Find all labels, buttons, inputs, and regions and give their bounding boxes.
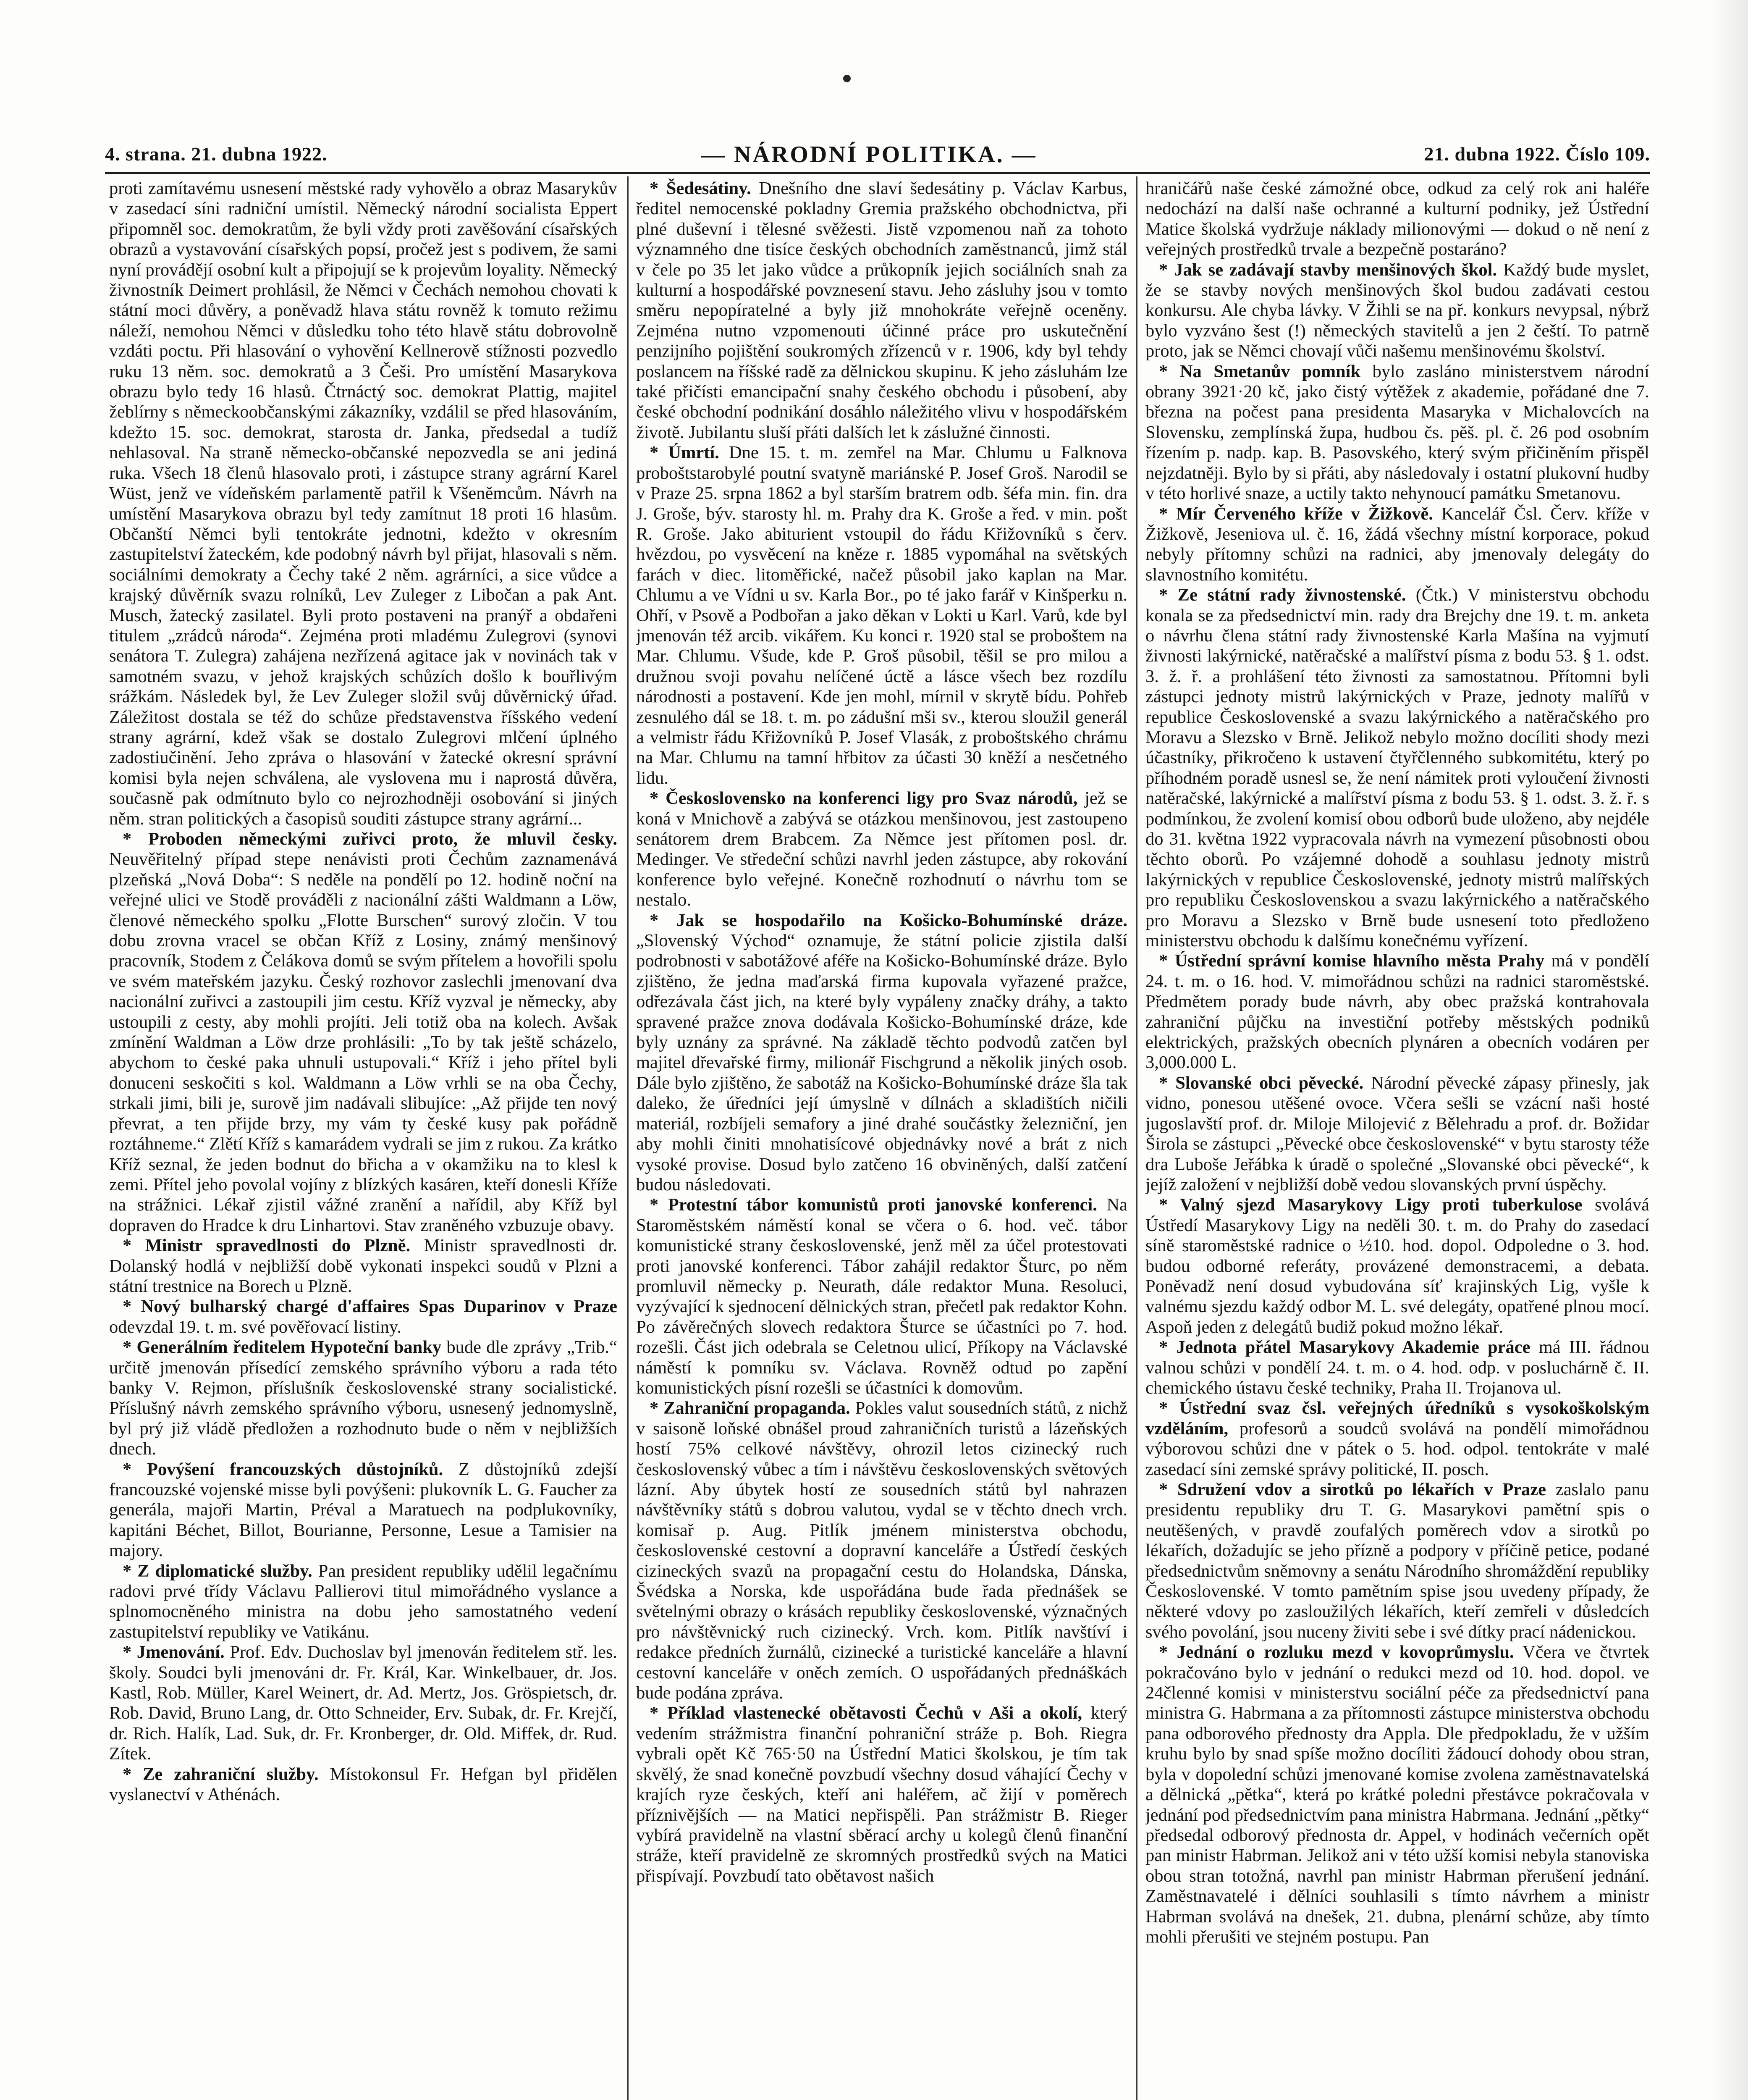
article [636,1195,1127,1398]
article-body: Pan president republiky udělil legačnímu radovi prvé třídy Václavu Pallierovi titul mimořádného vyslance a splnomocněného ministra na dobu jeho samostatného vedení zastupitelství republiky ve Vatikánu. [109,1561,617,1642]
article-body: profesorů a soudců svolává na pondělí mimořádnou výborovou schůzi dne v pátek o 5. hod. odpol. tentokráte v malé zasedací síni zemské správy politické, II. posch. [1145,1418,1649,1479]
article [109,178,617,829]
article-headline: * Slovanské obci pěvecké. [1159,1073,1364,1093]
article-body: který vedením strážmistra finanční pohraniční stráže p. Boh. Riegra vybrali opět Kč 765·50 na Ústřední Matici školskou, je tím tak skvělý, že snad konečně povzbudí všechny dosud váhající Čechy v krajích ryze českých, kteří ani haléřem, ač žijí v poměrech příznivějších — na Matici nepřispěli. Pan strážmistr B. Rieger vybírá pravidelně na vlastní sběrací archy u kolegů členů finanční stráže, kteří pravidelně ze skromných prostředků svých na Matici přispívají. Povzbudí tato obětavost našich [636,1703,1127,1886]
article-body: „Slovenský Východ“ oznamuje, že státní policie zjistila další podrobnosti v sabotážové aféře na Košicko-Bohumínské dráze. Bylo zjištěno, že jedna maďarská firma kupovala vyřazené pražce, odřezávala část jich, na které byly vypáleny značky dráhy, a takto spravené pražce znova dodávala Košicko-Bohumínské dráze, kde byly uznány za správné. Na základě těchto podvodů zatčen byl majitel dřevařské firmy, milionář Fischgrund a několik jiných osob. Dále bylo zjištěno, že sabotáž na Košicko-Bohumínské dráze šla tak daleko, že úředníci její úmyslně v dílnách a skladištích ničili materiál, rozbíjeli semafory a jiné drahé součástky železniční, jen aby mohli činiti mnohatisícové objednávky nové a brát z nich vysoké provise. Dosud bylo zatčeno 16 obviněných, další zatčení budou následovati. [636,931,1127,1194]
article [109,1764,617,1805]
article-body: odevzdal 19. t. m. své pověřovací listiny. [109,1317,401,1337]
article-body: proti zamítavému usnesení městské rady vyhovělo a obraz Masarykův v zasedací síni radniční umístil. Německý národní socialista Eppert připomněl soc. demokratům, že byli vždy proti zavěšování císařských obrazů a vystavování císařských popsí, pročež jest s podivem, že sami nyní provádějí osobní kult a připojují se k projevům loyality. Německý živnostník Deimert prohlásil, že Němci v Čechách nemohou chovati k státní moci důvěry, a poněvadž hlava státu rovněž k tomuto režimu náleží, nemohou Němci v důsledku toho této hlavě státu dobrovolně vzdáti poctu. Při hlasování o vyhovění Kellnerově stížnosti pozvedlo ruku 13 něm. soc. demokratů a 3 Češi. Pro umístění Masarykova obrazu bylo tedy 16 hlasů. Čtrnáctý soc. demokrat Plattig, majitel žeblírny s německoobčanskými zákazníky, vzdálil se před hlasováním, kdežto 15. soc. demokrat, starosta dr. Janka, předsedal a tudíž nehlasoval. Na straně německo-občanské nepozvedla se ani jediná ruka. Všech 18 členů hlasovalo proti, i zástupce strany agrární Karel Wüst, jenž ve vídeňském parlamentě patřil k Všeněmcům. Návrh na umístění Masarykova obrazu byl tedy zamítnut 18 proti 16 hlasům. Občanští Němci byli tentokráte jednotni, kdežto v okresním zastupitelství žateckém, kde podobný návrh byl přijat, hlasovali s něm. sociálními demokraty a Čechy také 2 něm. agrárníci, a sice vůdce a krajský důvěrník svazu rolníků, Lev Zuleger z Libočan a pak Ant. Musch, žatecký zasilatel. Byli proto postaveni na pranýř a obdařeni titulem „zrádců národa“. Zejména proti mladému Zulegrovi (synovi senátora T. Zulegra) zahájena nezřízená agitace jak v novinách tak v samotném svazu, v jehož krajských schůzích došlo k bouřlivým srážkám. Následek byl, že Lev Zuleger složil svůj důvěrnický úřad. Záležitost dostala se též do schůze představenstva říšského vedení strany agrární, kdež však se dostalo Zulegrovi mlčení úplného zadostiučinění. Jeho zpráva o hlasování v žatecké okresní správní komisi byla nejen schválena, ale vyslovena mu i naprostá důvěra, současně pak odmítnuto bylo co nejrozhodněji osobování si jiných něm. stran politických a časopisů souditi zástupce strany agrární... [109,178,617,829]
article-headline: * Příklad vlastenecké obětavosti Čechů v Aši a okolí, [650,1703,1082,1723]
article-body: jež se koná v Mnichově a zabývá se otázkou menšinovou, jest zastoupeno senátorem drem Brabcem. Za Němce jest přítomen posl. dr. Medinger. Ve středeční schůzi navrhl jeden zástupce, aby rokování konference bylo veřejné. Konečně rozhodnutí o návrhu tom se nestalo. [636,788,1127,910]
article-headline: * Jmenování. [123,1642,225,1662]
article-headline: * Ministr spravedlnosti do Plzně. [123,1236,411,1256]
article [1145,1337,1649,1398]
article-headline: * Ústřední správní komise hlavního města Prahy [1159,951,1545,971]
article [109,829,617,1236]
page-header [105,143,1650,172]
article-body: Neuvěřitelný případ stepe nenávisti proti Čechům zaznamenává plzeňská „Nová Doba“: S neděle na pondělí po 12. hodině noční na veřejné ulici ve Stodě prováděli z nacionální zášti Waldmann a Löw, členové německého spolku „Flotte Burschen“ surový zločin. V tou dobu zrovna vracel se občan Kříž z Losiny, známý menšinový pracovník, Stodem z Čelákova domů se svým přítelem a hovořili spolu ve svém mateřském jazyku. Český rozhovor zaslechli jmenovaní dva nacionální zuřivci a zastoupili jim cestu. Kříž vyzval je německy, aby ustoupili z cesty, aby mohli projíti. Jeli totiž oba na kolech. Avšak zmínění Waldman a Löw drze prohlásili: „To by tak ještě scházelo, abychom to české paka uhnuli ustupovali.“ Kříž i jeho přítel byli donuceni seskočiti s kol. Waldmann a Löw vrhli se na oba Čechy, strkali jimi, bili je, surově jim nadávali slibujíce: „Až přijde ten nový převrat, a ten přijde brzy, my vám ty české kusy pak pořádně roztáhneme.“ Zlětí Kříž s kamarádem vydrali se jim z rukou. Za krátko Kříž seznal, že jeden bodnut do břicha a v okamžiku na to klesl k zemi. Přítel jeho povolal vojíny z blízkých kasáren, kteří donesli Kříže na strážnici. Lékař zjistil vážné zranění a nařídil, aby Kříž byl dopraven do Hradce k dru Linhartovi. Stav zraněného vzbuzuje obavy. [109,849,617,1235]
article-body: Každý bude myslet, že se stavby nových menšinových škol budou zadávati cestou konkursu. Ale chyba lávky. V Žihli se na př. konkurs nevypsal, nýbrž bylo vyzváno šest (!) německých stavitelů a jen 2 čeští. To patrně proto, jak se Němci chovají vůči našemu menšinovému školství. [1145,260,1649,361]
article-headline: * Proboden německými zuřivci proto, že mluvil česky. [123,829,617,849]
article [1145,178,1649,260]
article-body: Místokonsul Fr. Hefgan byl přidělen vyslanectví v Athénách. [109,1764,617,1805]
article [636,1703,1127,1886]
article-headline: * Ústřední svaz čsl. veřejných úředníků s vysokoškolským vzděláním, [1145,1398,1649,1438]
article-headline: * Nový bulharský chargé d'affaires Spas Duparinov v Praze [123,1297,617,1317]
article-headline: * Z diplomatické služby. [123,1561,312,1581]
article-body: svolává Ústředí Masarykovy Ligy na neděli 30. t. m. do Prahy do zasedací síně staroměstské radnice o ½10. hod. dopol. Odpoledne o 3. hod. budou odborné referáty, provázené demonstracemi, a debata. Poněvadž není dosud vybudována síť krajinských Lig, vyšle k valnému sjezdu každý odbor M. L. své delegáty, opatřené plnou mocí. Aspoň jeden z delegátů budiž pokud možno lékař. [1145,1195,1649,1337]
article-body: Pokles valut sousedních států, z nichž v saisoně loňské obnášel proud zahraničních turistů a lázeňských hostí 75% celkové návštěvy, ohrozil letos cizinecký ruch československý vůbec a tím i návštěvu československých světových lázní. Aby úbytek hostí ze sousedních států byl nahrazen návštěvníky států s dobrou valutou, vydal se v těchto dnech vrch. komisař p. Aug. Pitlík jménem ministerstva obchodu, československé cestovní a dopravní kanceláře a Ústředí českých cizineckých svazů na propagační cestu do Holandska, Dánska, Švédska a Norska, kde uspořádána bude řada přednášek se světelnými obrazy o krásách republiky československé, význačných pro návštěvnický ruch cizinecký. Vrch. kom. Pitlík navštíví i redakce předních žurnálů, cizinecké a turistické kanceláře a hlavní cestovní kanceláře v oněch zemích. O uspořádaných přednáškách bude podána zpráva. [636,1398,1127,1703]
article-body: zaslalo panu presidentu republiky dru T. G. Masarykovi pamětní spis o neutěšených, v pravdě zoufalých poměrech vdov a sirotků po lékařích, dožadujíc se jeho přízně a podpory v příčině petice, podané předsednictvům sněmovny a senátu Národního shromáždění republiky Československé. V tomto pamětním spise jsou uvedeny případy, že některé vdovy po zasloužilých lékařích, kteří zemřeli v důsledcích svého povolání, jsou nuceny živiti sebe i své dítky prací nádenickou. [1145,1480,1649,1642]
scan-mark [843,75,851,82]
article-body: bylo zasláno ministerstvem národní obrany 3921·20 kč, jako čistý výtěžek z akademie, pořádané dne 7. března na počest pana presidenta Masaryka v Michalovcích na Slovensku, zemplínská župa, hudbou čs. pěš. pl. č. 26 pod osobním řízením p. nadp. kap. B. Pasovského, který svým přičiněním přispěl nejzdatněji. Bylo by si přáti, aby následovaly i ostatní plukovní hudby v této horlivé snaze, a uctily takto nehynoucí památku Smetanovu. [1145,361,1649,504]
article-headline: * Protestní tábor komunistů proti janovské konferenci. [650,1195,1097,1215]
article-headline: * Ze státní rady živnostenské. [1159,585,1406,605]
article-headline: * Sdružení vdov a sirotků po lékařích v Praze [1159,1480,1546,1499]
article [1145,1398,1649,1480]
article-headline: * Ze zahraniční služby. [123,1764,319,1784]
article-body: má III. řádnou valnou schůzi v pondělí 24. t. m. o 4. hod. odp. v posluchárně č. II. chemického ústavu české techniky, Praha II. Trojanova ul. [1145,1337,1649,1398]
article [636,178,1127,443]
article-body: Dnešního dne slaví šedesátiny p. Václav Karbus, ředitel nemocenské pokladny Gremia pražského obchodnictva, při plné duševní i tělesné svěžesti. Jistě vzpomenou naň za tohoto významného dne tisíce českých obchodních zaměstnanců, jimž stál v čele po 35 let jako vůdce a průkopník jejich sociálních snah za kulturní a hospodářské povznesení stavu. Jeho zásluhy jsou v tomto směru nepopíratelné a byly již mnohokráte veřejně oceněny. Zejména nutno vzpomenouti účinné práce pro uskutečnění penzijního pojištění soukromých zřízenců v r. 1906, kdy byl tehdy poslancem na říšské radě za dělnickou skupinu. K jeho zásluhám lze také přičísti emancipační snahy českého obchodu i působení, aby české obchodní podnikání dosáhlo náležitého vlivu v hospodářském životě. Jubilantu sluší přáti dalších let k záslužné činnosti. [636,178,1127,442]
article-body: Kancelář Čsl. Červ. kříže v Žižkově, Jeseniova ul. č. 16, žádá všechny místní korporace, pokud nebyly přítomny schůzi na radnici, aby jmenovaly delegáty do slavnostního komitétu. [1145,504,1649,585]
article [1145,585,1649,951]
article-body: bude dle zprávy „Trib.“ určitě jmenován přísedící zemského správního výboru a rada této banky V. Rejmon, příslušník československé strany socialistické. Příslušný návrh zemského správního výboru, usnesený jednomyslně, byl prý již vládě předložen a rozhodnuto bude o něm v nejbližších dnech. [109,1337,617,1459]
text-column-2 [636,178,1127,2100]
article-headline: * Jak se zadávají stavby menšinových škol. [1159,260,1497,280]
article [636,1398,1127,1703]
article-headline: * Československo na konferenci ligy pro Svaz národů, [650,788,1078,808]
article-headline: * Jednání o rozluku mezd v kovoprůmyslu. [1159,1642,1514,1662]
article-body: Národní pěvecké zápasy přinesly, jak vidno, ponesou utěšené ovoce. Včera sešli se vzácní naši hosté jugoslavští prof. dr. Miloje Milojević z Bělehradu a prof. dr. Božidar Širola se zástupci „Pěvecké obce československé“ v bytu starosty téže dra Luboše Jeřábka k úradě o společné „Slovanské obci pěvecké“, k jejíž založení v nejbližší době vedou slovanských první úspěchy. [1145,1073,1649,1194]
article [109,1337,617,1459]
article [636,788,1127,910]
article-headline: * Zahraniční propaganda. [650,1398,850,1418]
article-headline: * Jak se hospodařilo na Košicko-Bohumínské dráze. [650,910,1127,930]
article [636,911,1127,1195]
article-body: hraničářů naše české zámožné obce, odkud za celý rok ani haléře nedochází na další naše ochranné a kulturní podniky, jež Ústřední Matice školská vydržuje náklady milionovými — dokud o ně není z veřejných prostředků trvale a bezpečně postaráno? [1145,178,1649,260]
article [1145,504,1649,585]
article [1145,951,1649,1073]
article [1145,1642,1649,1947]
article [1145,362,1649,504]
header-masthead: — NÁRODNÍ POLITIKA. — [701,142,1037,168]
article-body: (Čtk.) V ministerstvu obchodu konala se za předsednictví min. rady dra Brejchy dne 19. t. m. anketa o návrhu člena státní rady živnostenské Karla Mašína na vyjmutí živnosti lakýrnické, natěračské a malířství písma z bodu 53. § 1. odst. 3. ž. ř. a prohlášení této živnosti za samostatnou. Přítomni byli zástupci jednoty mistrů lakýrnických v Praze, jednoty malířů v republice Československé a svazu lakýrnického a natěračského pro Moravu a Slezsko v Brně. Jelikož nebylo možno docíliti shody mezi účastníky, přikročeno k ustavení čtyřčlenného subkomitétu, který po příhodném poradě usnesl se, že není námitek proti vyloučení živnosti natěračské, lakýrnické a malířství písma z bodu 53. § 1. odst. 3. ž. ř. s podmínkou, že zvolení komisí obou odborů bude uloženo, aby nejdéle do 31. května 1922 vypracovala návrh na vymezení působnosti obou těchto oborů. Po vzájemné dohodě a souhlasu jednoty mistrů lakýrnických v republice Československé, jednoty mistrů malířských pro republiku Československou a svazu lakýrnického a natěračského pro Moravu a Slezsko v Brně bude usnesení toto předloženo ministerstvu obchodu k dalšímu konečnému vyřízení. [1145,585,1649,951]
article-body: Dne 15. t. m. zemřel na Mar. Chlumu u Falknova proboštstarobylé poutní svatyně mariánské P. Josef Groš. Narodil se v Praze 25. srpna 1862 a byl starším bratrem odb. šéfa min. fin. dra J. Groše, býv. starosty hl. m. Prahy dra K. Groše a řed. v min. pošt R. Groše. Jako abiturient vstoupil do řádu Křižovníků s červ. hvězdou, po vysvěcení na kněze r. 1885 vypomáhal na světských farách v diec. litoměřické, načež působil jako kaplan na Mar. Chlumu a ve Vídni u sv. Karla Bor., po té jako farář v Kinšperku n. Ohří, v Psově a Podbořan a jako děkan v Lokti u Karl. Varů, kde byl jmenován též arcib. vikářem. Ku konci r. 1920 stal se proboštem na Mar. Chlumu. Všude, kde P. Groš působil, těšil se pro milou a družnou svoji povahu nelíčené úctě a lásce všech bez rozdílu národnosti a postavení. Kde jen mohl, mírnil v skrytě bídu. Pohřeb zesnulého dál se 18. t. m. po zádušní mši sv., kterou sloužil generál a velmistr řádu Křižovníků P. Josef Vlasák, z proboštského chrámu na Mar. Chlumu na tamní hřbitov za účasti 30 kněží a nesčetného lidu. [636,443,1127,788]
article [1145,1073,1649,1195]
article-headline: * Jednota přátel Masarykovy Akademie práce [1159,1337,1530,1357]
header-rule [105,172,1650,174]
header-page-date: 4. strana. 21. dubna 1922. [105,143,328,165]
article-headline: * Úmrtí. [650,443,719,463]
article [109,1236,617,1297]
text-column-1 [109,178,617,2100]
article [1145,1195,1649,1337]
column-divider [627,176,629,2100]
article-headline: * Valný sjezd Masarykovy Ligy proti tuberkulose [1159,1195,1583,1215]
header-date-issue: 21. dubna 1922. Číslo 109. [1424,143,1650,165]
article-headline: * Generálním ředitelem Hypoteční banky [123,1337,442,1357]
article-headline: * Na Smetanův pomník [1159,361,1361,381]
article [109,1460,617,1561]
article-headline: * Povýšení francouzských důstojníků. [123,1459,443,1479]
article-headline: * Mír Červeného kříže v Žižkově. [1159,504,1433,524]
column-divider [1136,176,1137,2100]
article-body: Prof. Edv. Duchoslav byl jmenován ředitelem stř. les. školy. Soudci byli jmenováni dr. Fr. Král, Kar. Winkelbauer, dr. Jos. Kastl, Rob. Müller, Karel Weinert, dr. Ad. Mertz, Jos. Gröspietsch, dr. Rob. David, Bruno Lang, dr. Otto Schneider, Erv. Subak, dr. Fr. Krejčí, dr. Rich. Halík, Lad. Suk, dr. Fr. Kronberger, dr. Old. Miffek, dr. Rud. Zítek. [109,1642,617,1764]
article-body: má v pondělí 24. t. m. o 16. hod. V. mimořádnou schůzi na radnici staroměstské. Předmětem porady bude návrh, aby obec pražská kontrahovala zahraniční půjčku na investiční potřeby městských podniků elektrických, pražských obecních plynáren a obecních vodáren per 3,000.000 L. [1145,951,1649,1073]
scan-edge-shadow [1713,0,1748,2100]
article [109,1297,617,1337]
article-body: Z důstojníků zdejší francouzské vojenské misse byli povýšeni: plukovník L. G. Faucher za generála, majoři Martin, Préval a Maratuech na podplukovníky, kapitáni Béchet, Billot, Bourianne, Personne, Lesue a Tamisier na majory. [109,1459,617,1561]
text-column-3 [1145,178,1649,2100]
article-body: Na Staroměstském náměstí konal se včera o 6. hod. več. tábor komunistické strany československé, jenž měl za účel protestovati proti janovské konferenci. Tábor zahájil redaktor Šturc, po něm promluvil německy p. Neurath, dále redaktor Muna. Resoluci, vyzývající k sjednocení dělnických stran, přečetl pak redaktor Kohn. Po závěrečných slovech redaktora Šturce se účastníci po 7. hod. rozešli. Část jich odebrala se Celetnou ulicí, Příkopy na Václavské náměstí k pomníku sv. Václava. Rovněž odtud po zapění komunistických písní rozešli se účastníci k domovům. [636,1195,1127,1398]
article-body: Včera ve čtvrtek pokračováno bylo v jednání o redukci mezd od 10. hod. dopol. ve 24členné komisi v ministerstvu sociální péče za předsednictví pana ministra G. Habrmana a za přítomnosti zástupce ministerstva obchodu pana odborového přednosty dra Appla. Dle předpokladu, že v užším kruhu bylo by snad spíše možno docíliti žádoucí dohody obou stran, byla v dopolední schůzi jmenované komise zvolena zaměstnavatelská a dělnická „pětka“, která po krátké poledni přestávce pokračovala v jednání pod předsednictvím pana ministra Habrmana. Jednání „pětky“ předsedal odborový přednosta dr. Appel, v hodinách večerních opět pan ministr Habrman. Jelikož ani v této užší komisi nebyla stanoviska obou stran totožná, navrhl pan ministr Habrman přerušení jednání. Zaměstnavatelé i dělníci souhlasili s tímto návrhem a ministr Habrman svolává na dnešek, 21. dubna, plenární schůze, aby tímto mohli přerušiti ve stejném postupu. Pan [1145,1642,1649,1947]
article [109,1642,617,1764]
article [1145,1480,1649,1642]
article-body: Ministr spravedlnosti dr. Dolanský hodlá v nejbližší době vykonati inspekci soudů v Plzni a státní trestnice na Borech u Plzně. [109,1236,617,1296]
article [1145,260,1649,362]
article-headline: * Šedesátiny. [650,178,751,198]
article [636,443,1127,788]
article [109,1561,617,1643]
